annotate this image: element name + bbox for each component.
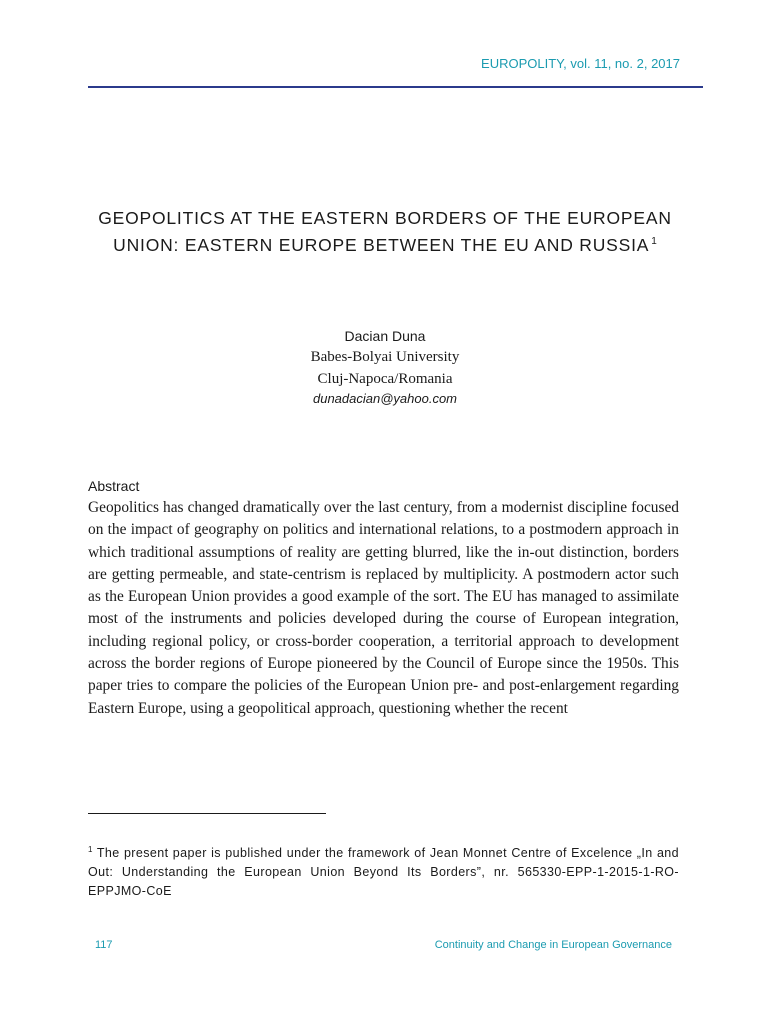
article-title xyxy=(88,206,682,257)
author-email[interactable]: dunadacian@yahoo.com xyxy=(312,391,457,406)
abstract-body: Geopolitics has changed dramatically over the last century, from a modernist discipline focused on the impact of geography on politics and international relations, to a postmodern approach in which traditional assumptions of reality are getting blurred, like the in-out distinction, borders are getting permeable, and state-centrism is replaced by multiplicity. A postmodern actor such as the European Union provides a good example of the sort. The EU has managed to assimilate most of the instruments and policies developed during the course of European integration, including regional policy, or cross-border cooperation, a territorial approach to development across the border regions of Europe pioneered by the Council of Europe since the 1950s. This paper tries to compare the policies of the European Union pre- and post-enlargement regarding Eastern Europe, using a geopolitical approach, questioning whether the recent xyxy=(88,499,679,717)
title-footnote-marker: 1 xyxy=(651,236,657,247)
footnote-rule xyxy=(88,813,326,814)
journal-header: EUROPOLITY, vol. 11, no. 2, 2017 xyxy=(481,56,680,71)
abstract-heading: Abstract xyxy=(88,478,140,494)
page-number: 117 xyxy=(95,939,113,951)
footnote-text: The present paper is published under the framework of Jean Monnet Centre of Excelence „In and Out: Understanding the European Union Beyond Its Borders”, nr. 565330-EPP-1-2015-1-RO-EPPJMO-CoE xyxy=(88,846,679,899)
footer-title: Continuity and Change in European Governance xyxy=(434,939,672,951)
header-rule xyxy=(88,86,703,88)
author-name: Dacian Duna xyxy=(344,328,426,344)
author-block xyxy=(88,326,682,408)
affiliation-university: Babes-Bolyai University xyxy=(310,349,460,365)
affiliation-location: Cluj-Napoca/Romania xyxy=(317,371,453,387)
footnote xyxy=(88,840,679,901)
article-title-text: GEOPOLITICS AT THE EASTERN BORDERS OF THE EUROPEAN UNION: EASTERN EUROPE BETWEEN THE EU AND RUSSIA xyxy=(98,208,672,255)
footnote-marker: 1 xyxy=(88,845,93,854)
